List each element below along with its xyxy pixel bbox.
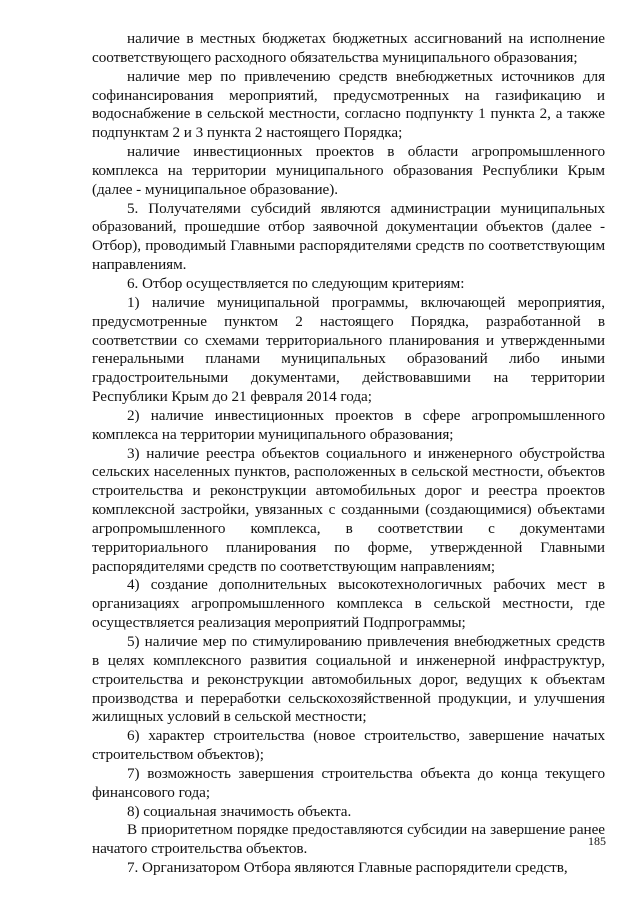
- paragraph-item-6-selection: 6. Отбор осуществляется по следующим критериям:: [127, 274, 465, 292]
- criterion-5: 5) наличие мер по стимулированию привлечения внебюджетных средств в целях комплексного развития социальной и инженерной инфраструктур, строительства и реконструкции автомобильных дорог, ведущих к объектам производства и переработки сельскохозяйственной продукции, и улучшения жилищных условий в сельской местности;: [92, 633, 605, 726]
- paragraph-priority: В приоритетном порядке предоставляются субсидии на завершение ранее начатого строительства объектов.: [92, 821, 605, 858]
- criterion-8: 8) социальная значимость объекта.: [127, 802, 352, 820]
- paragraph-extrabudgetary-measures: наличие мер по привлечению средств внебюджетных источников для софинансирования мероприятий, предусмотренных на газификацию и водоснабжение в сельской местности, согласно подпункту 1 пункта 2, а также подпунктам 2 и 3 пункта 2 настоящего Порядка;: [92, 67, 605, 142]
- criterion-4: 4) создание дополнительных высокотехнологичных рабочих мест в организациях агропромышленного комплекса в сельской местности, где осуществляется реализация мероприятий Подпрограммы;: [92, 576, 605, 632]
- criterion-6: 6) характер строительства (новое строительство, завершение начатых строительством объектов);: [92, 727, 605, 764]
- criterion-2: 2) наличие инвестиционных проектов в сфере агропромышленного комплекса на территории муниципального образования;: [92, 406, 605, 443]
- criterion-7: 7) возможность завершения строительства объекта до конца текущего финансового года;: [92, 764, 605, 801]
- criterion-1: 1) наличие муниципальной программы, включающей мероприятия, предусмотренные пунктом 2 настоящего Порядка, разработанной в соответствии со схемами территориального планирования и утвержденными генеральными планами муниципальных образований либо иными градостроительными документами, действовавшими на территории Республики Крым до 21 февраля 2014 года;: [92, 293, 605, 406]
- body-text: [92, 30, 605, 878]
- paragraph-investment-projects: наличие инвестиционных проектов в области агропромышленного комплекса на территории муниципального образования Республики Крым (далее - муниципальное образование).: [92, 143, 605, 198]
- criterion-3: 3) наличие реестра объектов социального и инженерного обустройства сельских населенных пунктов, расположенных в сельской местности, объектов строительства и реконструкции автомобильных дорог и реестра проектов комплексной застройки, увязанных с созданными (создающимися) объектами агропромышленного комплекса, в соответствии с документами территориального планирования по форме, утвержденной Главными распорядителями средств по соответствующим направлениям;: [92, 444, 605, 575]
- paragraph-budget-allocations: наличие в местных бюджетах бюджетных ассигнований на исполнение соответствующего расходного обязательства муниципального образования;: [92, 30, 605, 66]
- paragraph-item-5-recipients: 5. Получателями субсидий являются администрации муниципальных образований, прошедшие отбор заявочной документации объектов (далее - Отбор), проводимый Главными распорядителями средств по соответствующим направлениям.: [92, 199, 605, 274]
- paragraph-item-7-organizer: 7. Организатором Отбора являются Главные распорядители средств,: [127, 859, 568, 877]
- page-number: 185: [588, 834, 606, 848]
